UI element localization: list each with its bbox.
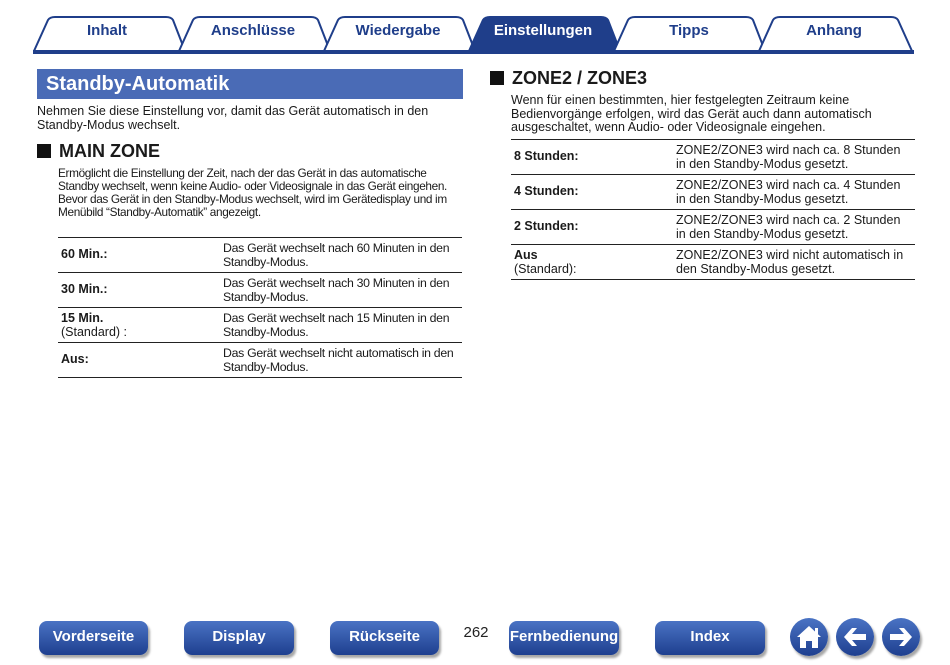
tab-anhang[interactable]: Anhang (806, 22, 862, 39)
option-key-sub: (Standard) : (61, 325, 128, 339)
option-value: Das Gerät wechselt nach 30 Minuten in den Standby-Modus. (220, 273, 462, 308)
option-value: Das Gerät wechselt nach 15 Minuten in den Standby-Modus. (220, 308, 462, 343)
main-zone-options-table (58, 237, 462, 378)
option-key-main: Aus (514, 248, 538, 262)
option-value: Das Gerät wechselt nach 60 Minuten in den Standby-Modus. (220, 238, 462, 273)
table-row[interactable] (58, 273, 462, 308)
option-value: ZONE2/ZONE3 wird nicht automatisch in den Standby-Modus gesetzt. (673, 245, 915, 280)
back-button[interactable] (836, 618, 874, 656)
table-row[interactable] (511, 140, 915, 175)
arrow-right-icon (882, 618, 920, 656)
tab-anschluesse[interactable]: Anschlüsse (210, 22, 296, 39)
rueckseite-button[interactable]: Rückseite (330, 621, 439, 655)
table-row[interactable] (58, 343, 462, 378)
tab-wiedergabe[interactable]: Wiedergabe (355, 22, 441, 39)
table-row[interactable] (511, 245, 915, 280)
main-zone-heading (37, 141, 160, 161)
tab-tipps[interactable]: Tipps (669, 22, 709, 39)
option-key: 2 Stunden: (511, 210, 673, 245)
fernbedienung-button[interactable]: Fernbedienung (509, 621, 619, 655)
arrow-left-icon (836, 618, 874, 656)
zone2-zone3-heading-text: ZONE2 / ZONE3 (512, 68, 648, 88)
display-button[interactable]: Display (184, 621, 294, 655)
square-bullet-icon (37, 144, 51, 158)
option-key: 60 Min.: (58, 238, 220, 273)
tab-einstellungen[interactable]: Einstellungen (493, 22, 593, 39)
table-row[interactable] (58, 238, 462, 273)
option-key: 30 Min.: (58, 273, 220, 308)
page-number: 262 (463, 624, 489, 641)
option-value: ZONE2/ZONE3 wird nach ca. 8 Stunden in den Standby-Modus gesetzt. (673, 140, 915, 175)
index-button[interactable]: Index (655, 621, 765, 655)
home-icon (790, 618, 828, 656)
main-zone-heading-text: MAIN ZONE (59, 141, 160, 161)
table-row[interactable] (58, 308, 462, 343)
zone2-zone3-desc: Wenn für einen bestimmten, hier festgelegten Zeitraum keine Bedienvorgänge erfolgen, wird das Gerät auch dann automatisch ausgeschaltet, wenn Audio- oder Videosignale eingehen. (511, 93, 872, 134)
option-value: ZONE2/ZONE3 wird nach ca. 4 Stunden in den Standby-Modus gesetzt. (673, 175, 915, 210)
option-value: ZONE2/ZONE3 wird nach ca. 2 Stunden in den Standby-Modus gesetzt. (673, 210, 915, 245)
option-key-main: 15 Min. (61, 311, 104, 325)
main-zone-desc (58, 167, 462, 219)
zone2-zone3-heading (490, 68, 647, 88)
option-key-sub: (Standard): (514, 262, 577, 276)
main-zone-desc-2: Bevor das Gerät in den Standby-Modus wechselt, wird im Gerätedisplay und im Menübild “Standby-Automatik” angezeigt. (58, 192, 447, 219)
option-value: Das Gerät wechselt nicht automatisch in den Standby-Modus. (220, 343, 462, 378)
home-button[interactable] (790, 618, 828, 656)
intro-text: Nehmen Sie diese Einstellung vor, damit das Gerät automatisch in den Standby-Modus wechselt. (37, 104, 429, 132)
option-key (58, 308, 220, 343)
zone2-zone3-options-table (511, 139, 915, 280)
page-title: Standby-Automatik (37, 69, 463, 99)
main-zone-desc-1: Ermöglicht die Einstellung der Zeit, nach der das Gerät in das automatische Standby wechselt, wenn keine Audio- oder Videosignale in das Gerät eingehen. (58, 166, 447, 193)
tab-bar (0, 0, 950, 56)
table-row[interactable] (511, 210, 915, 245)
vorderseite-button[interactable]: Vorderseite (39, 621, 148, 655)
option-key: Aus: (58, 343, 220, 378)
option-key: 4 Stunden: (511, 175, 673, 210)
option-key: 8 Stunden: (511, 140, 673, 175)
table-row[interactable] (511, 175, 915, 210)
tab-inhalt[interactable]: Inhalt (87, 22, 127, 39)
forward-button[interactable] (882, 618, 920, 656)
option-key (511, 245, 673, 280)
square-bullet-icon (490, 71, 504, 85)
